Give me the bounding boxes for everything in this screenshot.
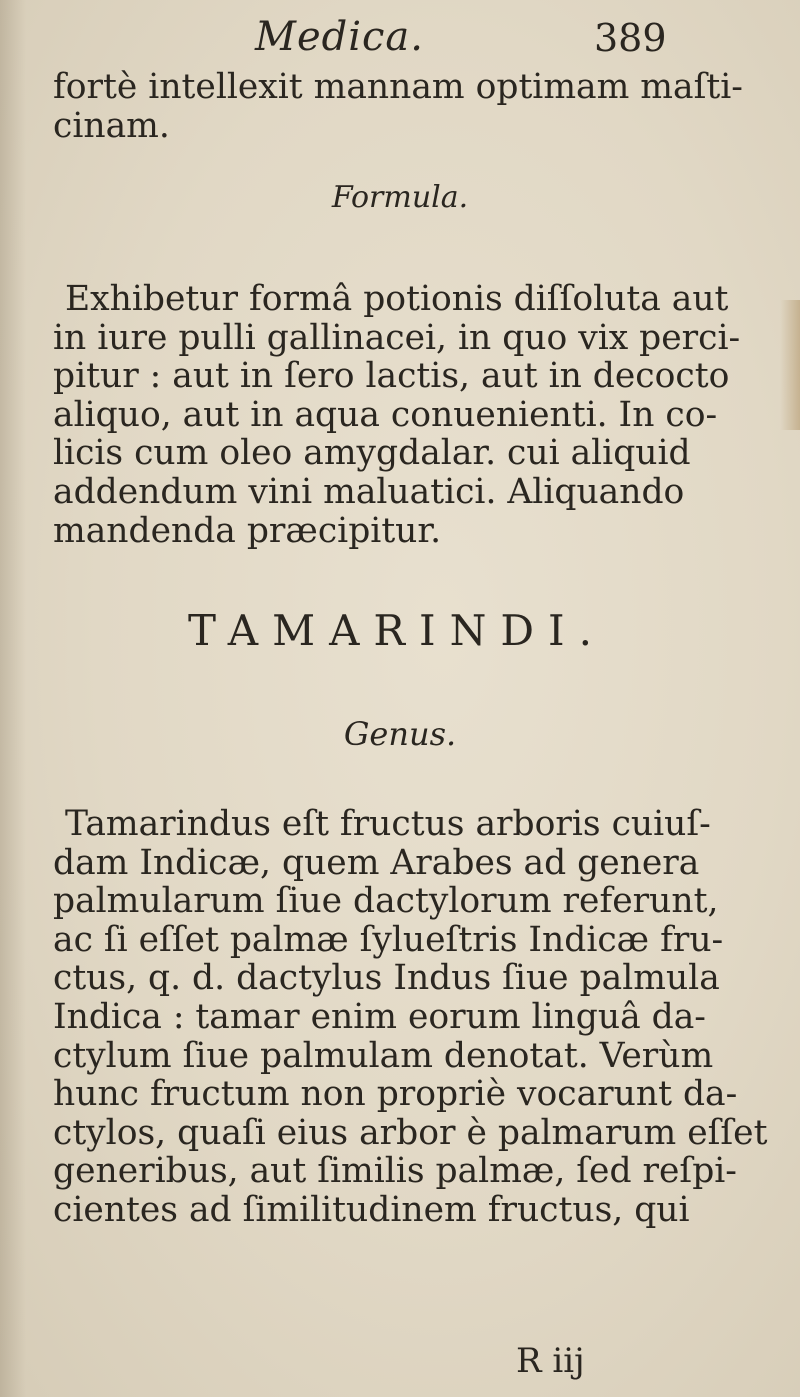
text-line: palmularum ſiue dactylorum referunt, <box>53 881 719 922</box>
text-line: in iure pulli gallinacei, in quo vix perci- <box>53 317 741 358</box>
text-line: licis cum oleo amygdalar. cui aliquid <box>53 433 691 474</box>
text-line: addendum vini maluatici. Aliquando <box>53 471 685 512</box>
text-line: ctylum ſiue palmulam denotat. Verùm <box>53 1035 714 1076</box>
signature-mark: R iij <box>516 1341 585 1381</box>
text-line: fortè intellexit mannam optimam maſti- <box>53 67 743 107</box>
text-line: cientes ad ſimilitudinem fructus, qui <box>53 1189 690 1230</box>
edge-stain <box>780 300 800 430</box>
text-line: aliquo, aut in aqua conuenienti. In co- <box>53 394 718 435</box>
formula-paragraph <box>53 280 753 550</box>
continued-paragraph <box>53 68 753 145</box>
text-line: pitur : aut in ſero lactis, aut in decocto <box>53 356 730 397</box>
formula-heading: Formula. <box>331 180 469 215</box>
genus-heading: Genus. <box>343 715 457 753</box>
text-line: ctus, q. d. dactylus Indus ſiue palmula <box>53 958 720 999</box>
text-line: Exhibetur formâ potionis diſſoluta aut <box>65 279 729 319</box>
text-line: ac ſi eſſet palmæ ſylueſtris Indicæ fru- <box>53 919 724 960</box>
page-number: 389 <box>594 16 667 60</box>
running-head <box>0 8 800 58</box>
text-line: hunc fructum non propriè vocarunt da- <box>53 1074 738 1115</box>
running-title: Medica. <box>255 14 424 60</box>
section-paragraph <box>53 804 768 1230</box>
text-line: mandenda præcipitur. <box>53 510 442 551</box>
section-heading: TAMARINDI. <box>188 606 606 655</box>
text-line: cinam. <box>53 105 170 146</box>
text-line: dam Indicæ, quem Arabes ad genera <box>53 842 700 883</box>
text-line: Indica : tamar enim eorum linguâ da- <box>53 996 706 1037</box>
text-line: Tamarindus eſt fructus arboris cuiuſ- <box>65 804 711 844</box>
text-line: generibus, aut ſimilis palmæ, ſed reſpi- <box>53 1151 737 1192</box>
text-line: ctylos, quaſi eius arbor è palmarum eſſet <box>53 1112 768 1153</box>
